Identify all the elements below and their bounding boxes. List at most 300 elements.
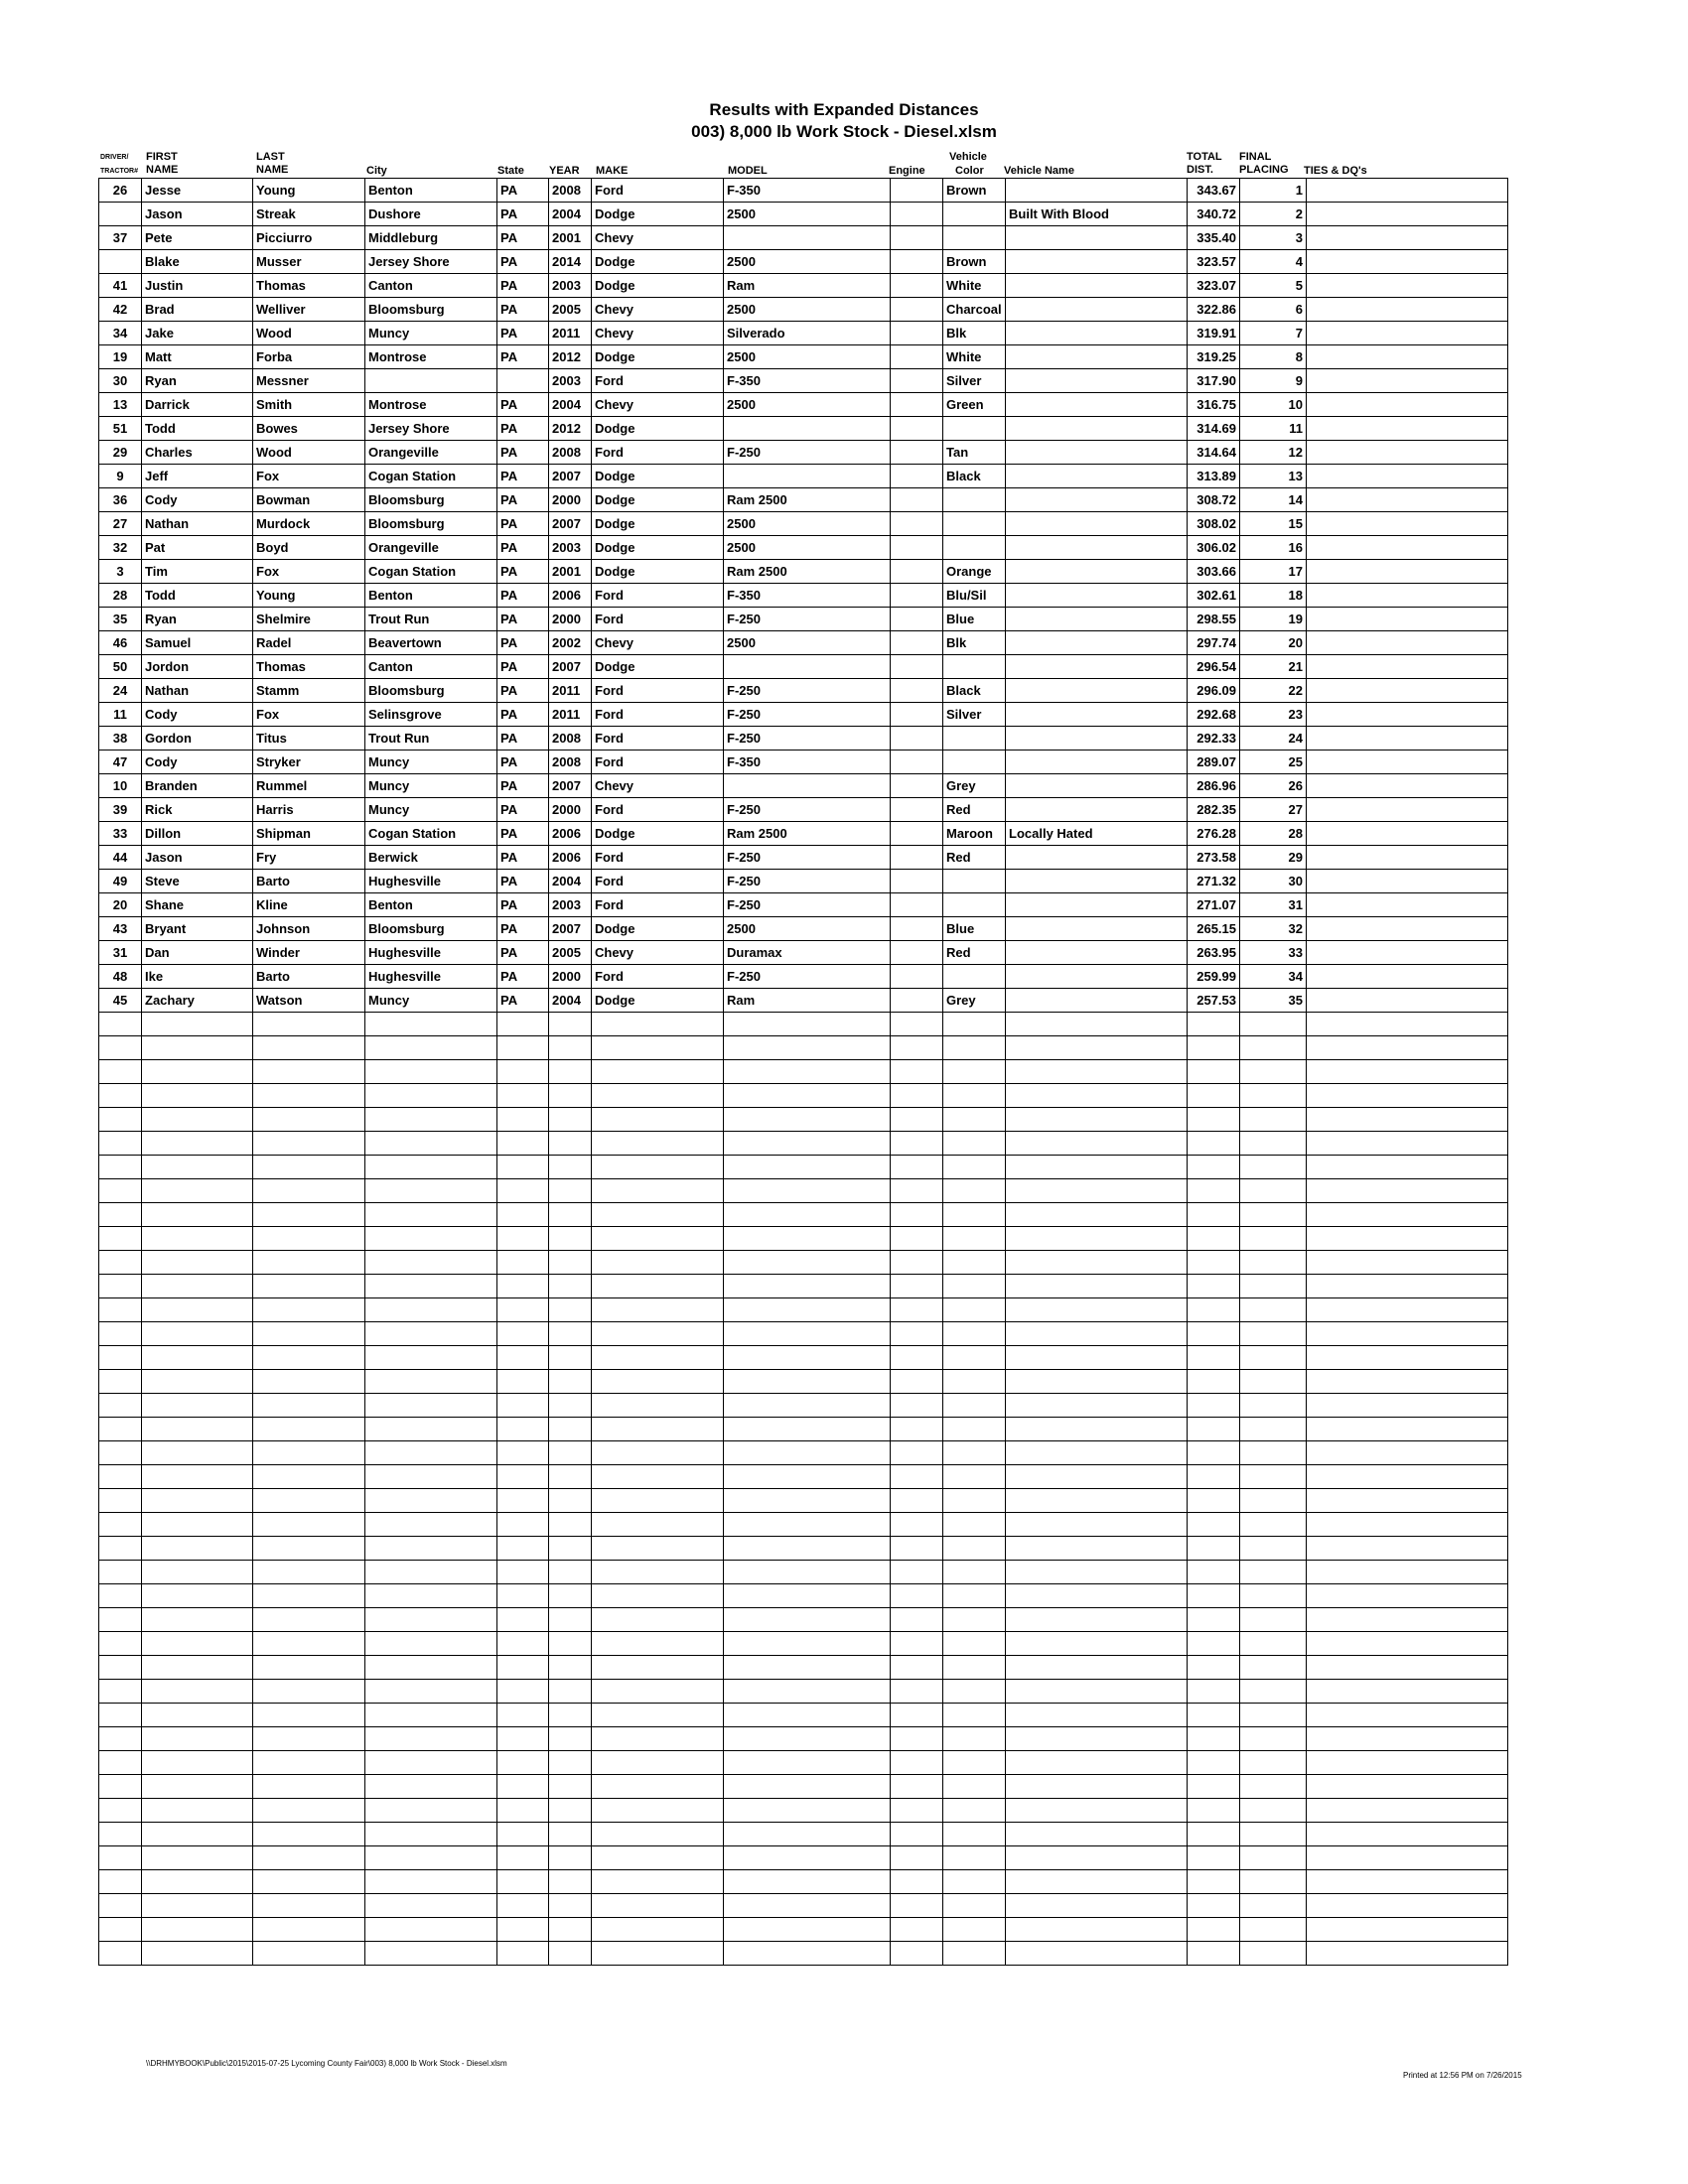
year-cell: 2004 bbox=[549, 989, 592, 1013]
city-cell bbox=[365, 1132, 497, 1156]
vehicle-name-cell bbox=[1006, 1227, 1188, 1251]
vehicle-color-cell bbox=[943, 655, 1006, 679]
table-row bbox=[99, 989, 1508, 1013]
header-driver-1: DRIVER/ bbox=[100, 154, 129, 161]
last-name-cell: Radel bbox=[253, 631, 365, 655]
first-name-cell: Cody bbox=[142, 751, 253, 774]
last-name-cell bbox=[253, 1346, 365, 1370]
total-distance-cell bbox=[1188, 1251, 1240, 1275]
first-name-cell bbox=[142, 1561, 253, 1584]
vehicle-name-cell bbox=[1006, 512, 1188, 536]
last-name-cell bbox=[253, 1918, 365, 1942]
state-cell: PA bbox=[497, 441, 549, 465]
engine-cell bbox=[891, 1894, 943, 1918]
model-cell: 2500 bbox=[724, 512, 891, 536]
vehicle-color-cell bbox=[943, 536, 1006, 560]
state-cell bbox=[497, 1561, 549, 1584]
make-cell: Chevy bbox=[592, 393, 724, 417]
first-name-cell bbox=[142, 1108, 253, 1132]
model-cell bbox=[724, 1036, 891, 1060]
make-cell bbox=[592, 1775, 724, 1799]
state-cell: PA bbox=[497, 774, 549, 798]
total-distance-cell bbox=[1188, 1775, 1240, 1799]
engine-cell bbox=[891, 1036, 943, 1060]
final-placing-cell bbox=[1240, 1799, 1307, 1823]
model-cell bbox=[724, 417, 891, 441]
last-name-cell: Streak bbox=[253, 203, 365, 226]
city-cell bbox=[365, 1846, 497, 1870]
engine-cell bbox=[891, 1441, 943, 1465]
model-cell: 2500 bbox=[724, 298, 891, 322]
city-cell: Benton bbox=[365, 893, 497, 917]
last-name-cell bbox=[253, 1060, 365, 1084]
city-cell: Hughesville bbox=[365, 941, 497, 965]
vehicle-color-cell bbox=[943, 1489, 1006, 1513]
first-name-cell: Blake bbox=[142, 250, 253, 274]
first-name-cell: Jason bbox=[142, 203, 253, 226]
vehicle-color-cell bbox=[943, 1608, 1006, 1632]
vehicle-name-cell bbox=[1006, 1132, 1188, 1156]
vehicle-color-cell bbox=[943, 1870, 1006, 1894]
ties-dqs-cell bbox=[1307, 774, 1508, 798]
final-placing-cell bbox=[1240, 1870, 1307, 1894]
total-distance-cell bbox=[1188, 1203, 1240, 1227]
table-row bbox=[99, 870, 1508, 893]
table-row bbox=[99, 512, 1508, 536]
total-distance-cell bbox=[1188, 1823, 1240, 1846]
total-distance-cell: 314.64 bbox=[1188, 441, 1240, 465]
driver-number-cell bbox=[99, 1561, 142, 1584]
model-cell: Silverado bbox=[724, 322, 891, 345]
ties-dqs-cell bbox=[1307, 798, 1508, 822]
model-cell: F-250 bbox=[724, 798, 891, 822]
final-placing-cell: 12 bbox=[1240, 441, 1307, 465]
year-cell: 2003 bbox=[549, 274, 592, 298]
city-cell: Jersey Shore bbox=[365, 417, 497, 441]
first-name-cell bbox=[142, 1823, 253, 1846]
ties-dqs-cell bbox=[1307, 1751, 1508, 1775]
vehicle-color-cell bbox=[943, 751, 1006, 774]
year-cell: 2000 bbox=[549, 965, 592, 989]
vehicle-color-cell bbox=[943, 1894, 1006, 1918]
state-cell: PA bbox=[497, 846, 549, 870]
make-cell bbox=[592, 1846, 724, 1870]
driver-number-cell: 37 bbox=[99, 226, 142, 250]
header-final-2: PLACING bbox=[1239, 164, 1289, 176]
last-name-cell: Young bbox=[253, 584, 365, 608]
state-cell: PA bbox=[497, 917, 549, 941]
state-cell bbox=[497, 1179, 549, 1203]
vehicle-name-cell bbox=[1006, 1036, 1188, 1060]
make-cell: Ford bbox=[592, 798, 724, 822]
total-distance-cell bbox=[1188, 1346, 1240, 1370]
make-cell bbox=[592, 1942, 724, 1966]
city-cell: Hughesville bbox=[365, 965, 497, 989]
last-name-cell bbox=[253, 1704, 365, 1727]
year-cell bbox=[549, 1322, 592, 1346]
city-cell: Selinsgrove bbox=[365, 703, 497, 727]
city-cell: Trout Run bbox=[365, 608, 497, 631]
ties-dqs-cell bbox=[1307, 1608, 1508, 1632]
final-placing-cell: 6 bbox=[1240, 298, 1307, 322]
final-placing-cell: 31 bbox=[1240, 893, 1307, 917]
final-placing-cell: 24 bbox=[1240, 727, 1307, 751]
make-cell bbox=[592, 1298, 724, 1322]
year-cell: 2007 bbox=[549, 774, 592, 798]
vehicle-color-cell bbox=[943, 1370, 1006, 1394]
total-distance-cell bbox=[1188, 1132, 1240, 1156]
year-cell: 2001 bbox=[549, 560, 592, 584]
final-placing-cell: 16 bbox=[1240, 536, 1307, 560]
total-distance-cell: 271.32 bbox=[1188, 870, 1240, 893]
model-cell: 2500 bbox=[724, 250, 891, 274]
total-distance-cell bbox=[1188, 1036, 1240, 1060]
table-row bbox=[99, 1584, 1508, 1608]
engine-cell bbox=[891, 1203, 943, 1227]
table-row bbox=[99, 1823, 1508, 1846]
year-cell: 2006 bbox=[549, 584, 592, 608]
first-name-cell bbox=[142, 1489, 253, 1513]
driver-number-cell: 10 bbox=[99, 774, 142, 798]
state-cell bbox=[497, 1108, 549, 1132]
table-row bbox=[99, 1561, 1508, 1584]
ties-dqs-cell bbox=[1307, 1156, 1508, 1179]
year-cell bbox=[549, 1942, 592, 1966]
year-cell bbox=[549, 1751, 592, 1775]
make-cell: Ford bbox=[592, 846, 724, 870]
driver-number-cell bbox=[99, 1441, 142, 1465]
model-cell bbox=[724, 1108, 891, 1132]
vehicle-color-cell bbox=[943, 1846, 1006, 1870]
state-cell: PA bbox=[497, 870, 549, 893]
year-cell bbox=[549, 1537, 592, 1561]
vehicle-name-cell bbox=[1006, 560, 1188, 584]
state-cell bbox=[497, 1346, 549, 1370]
ties-dqs-cell bbox=[1307, 1370, 1508, 1394]
year-cell: 2011 bbox=[549, 322, 592, 345]
state-cell: PA bbox=[497, 345, 549, 369]
total-distance-cell: 298.55 bbox=[1188, 608, 1240, 631]
last-name-cell: Titus bbox=[253, 727, 365, 751]
model-cell bbox=[724, 1704, 891, 1727]
total-distance-cell bbox=[1188, 1179, 1240, 1203]
first-name-cell bbox=[142, 1251, 253, 1275]
make-cell bbox=[592, 1608, 724, 1632]
first-name-cell bbox=[142, 1370, 253, 1394]
make-cell bbox=[592, 1322, 724, 1346]
vehicle-color-cell bbox=[943, 488, 1006, 512]
driver-number-cell bbox=[99, 1394, 142, 1418]
total-distance-cell bbox=[1188, 1465, 1240, 1489]
year-cell bbox=[549, 1727, 592, 1751]
page-subtitle: 003) 8,000 lb Work Stock - Diesel.xlsm bbox=[691, 122, 997, 141]
table-row bbox=[99, 322, 1508, 345]
last-name-cell bbox=[253, 1322, 365, 1346]
city-cell bbox=[365, 1156, 497, 1179]
make-cell bbox=[592, 1704, 724, 1727]
last-name-cell: Watson bbox=[253, 989, 365, 1013]
year-cell: 2004 bbox=[549, 203, 592, 226]
ties-dqs-cell bbox=[1307, 179, 1508, 203]
engine-cell bbox=[891, 560, 943, 584]
vehicle-color-cell bbox=[943, 1251, 1006, 1275]
final-placing-cell bbox=[1240, 1084, 1307, 1108]
model-cell: 2500 bbox=[724, 203, 891, 226]
year-cell: 2000 bbox=[549, 798, 592, 822]
make-cell: Dodge bbox=[592, 488, 724, 512]
year-cell: 2008 bbox=[549, 727, 592, 751]
engine-cell bbox=[891, 1227, 943, 1251]
table-row bbox=[99, 1132, 1508, 1156]
vehicle-color-cell bbox=[943, 965, 1006, 989]
vehicle-color-cell bbox=[943, 1680, 1006, 1704]
ties-dqs-cell bbox=[1307, 941, 1508, 965]
last-name-cell: Johnson bbox=[253, 917, 365, 941]
make-cell bbox=[592, 1084, 724, 1108]
city-cell bbox=[365, 1370, 497, 1394]
model-cell: Duramax bbox=[724, 941, 891, 965]
city-cell bbox=[365, 1060, 497, 1084]
first-name-cell bbox=[142, 1322, 253, 1346]
engine-cell bbox=[891, 1632, 943, 1656]
model-cell: Ram bbox=[724, 989, 891, 1013]
vehicle-color-cell: Grey bbox=[943, 989, 1006, 1013]
year-cell bbox=[549, 1298, 592, 1322]
total-distance-cell bbox=[1188, 1418, 1240, 1441]
total-distance-cell bbox=[1188, 1513, 1240, 1537]
last-name-cell bbox=[253, 1799, 365, 1823]
make-cell: Ford bbox=[592, 727, 724, 751]
ties-dqs-cell bbox=[1307, 1394, 1508, 1418]
total-distance-cell: 343.67 bbox=[1188, 179, 1240, 203]
first-name-cell: Gordon bbox=[142, 727, 253, 751]
city-cell bbox=[365, 1632, 497, 1656]
city-cell: Orangeville bbox=[365, 441, 497, 465]
vehicle-name-cell bbox=[1006, 631, 1188, 655]
final-placing-cell: 28 bbox=[1240, 822, 1307, 846]
engine-cell bbox=[891, 1370, 943, 1394]
state-cell bbox=[497, 1013, 549, 1036]
final-placing-cell: 34 bbox=[1240, 965, 1307, 989]
driver-number-cell bbox=[99, 1799, 142, 1823]
year-cell: 2005 bbox=[549, 298, 592, 322]
city-cell: Hughesville bbox=[365, 870, 497, 893]
total-distance-cell: 314.69 bbox=[1188, 417, 1240, 441]
model-cell: F-250 bbox=[724, 870, 891, 893]
table-row bbox=[99, 298, 1508, 322]
last-name-cell: Forba bbox=[253, 345, 365, 369]
vehicle-color-cell bbox=[943, 1632, 1006, 1656]
state-cell bbox=[497, 1036, 549, 1060]
first-name-cell bbox=[142, 1584, 253, 1608]
vehicle-color-cell: Blue bbox=[943, 917, 1006, 941]
driver-number-cell bbox=[99, 1227, 142, 1251]
engine-cell bbox=[891, 1704, 943, 1727]
vehicle-name-cell bbox=[1006, 1942, 1188, 1966]
make-cell bbox=[592, 1418, 724, 1441]
make-cell: Dodge bbox=[592, 465, 724, 488]
driver-number-cell bbox=[99, 1346, 142, 1370]
city-cell bbox=[365, 1275, 497, 1298]
city-cell bbox=[365, 1942, 497, 1966]
vehicle-name-cell bbox=[1006, 1441, 1188, 1465]
vehicle-name-cell bbox=[1006, 1346, 1188, 1370]
first-name-cell: Justin bbox=[142, 274, 253, 298]
first-name-cell bbox=[142, 1870, 253, 1894]
city-cell bbox=[365, 1227, 497, 1251]
vehicle-color-cell bbox=[943, 1918, 1006, 1942]
driver-number-cell: 9 bbox=[99, 465, 142, 488]
model-cell bbox=[724, 1441, 891, 1465]
final-placing-cell bbox=[1240, 1823, 1307, 1846]
city-cell bbox=[365, 1203, 497, 1227]
final-placing-cell bbox=[1240, 1894, 1307, 1918]
year-cell bbox=[549, 1704, 592, 1727]
table-row bbox=[99, 893, 1508, 917]
year-cell: 2011 bbox=[549, 703, 592, 727]
city-cell bbox=[365, 1894, 497, 1918]
make-cell bbox=[592, 1203, 724, 1227]
final-placing-cell bbox=[1240, 1156, 1307, 1179]
year-cell bbox=[549, 1823, 592, 1846]
state-cell bbox=[497, 1632, 549, 1656]
header-ties: TIES & DQ's bbox=[1304, 165, 1367, 177]
make-cell: Ford bbox=[592, 870, 724, 893]
model-cell bbox=[724, 1132, 891, 1156]
state-cell bbox=[497, 1870, 549, 1894]
table-row bbox=[99, 1751, 1508, 1775]
make-cell bbox=[592, 1036, 724, 1060]
vehicle-color-cell bbox=[943, 1513, 1006, 1537]
vehicle-name-cell bbox=[1006, 1370, 1188, 1394]
total-distance-cell bbox=[1188, 1846, 1240, 1870]
model-cell: F-250 bbox=[724, 703, 891, 727]
first-name-cell: Jesse bbox=[142, 179, 253, 203]
year-cell bbox=[549, 1870, 592, 1894]
year-cell bbox=[549, 1251, 592, 1275]
final-placing-cell bbox=[1240, 1489, 1307, 1513]
vehicle-name-cell bbox=[1006, 1418, 1188, 1441]
table-row bbox=[99, 631, 1508, 655]
engine-cell bbox=[891, 512, 943, 536]
vehicle-name-cell bbox=[1006, 1060, 1188, 1084]
driver-number-cell bbox=[99, 1203, 142, 1227]
vehicle-color-cell: White bbox=[943, 345, 1006, 369]
first-name-cell: Shane bbox=[142, 893, 253, 917]
vehicle-color-cell: White bbox=[943, 274, 1006, 298]
final-placing-cell: 15 bbox=[1240, 512, 1307, 536]
table-row bbox=[99, 1322, 1508, 1346]
ties-dqs-cell bbox=[1307, 1775, 1508, 1799]
city-cell: Bloomsburg bbox=[365, 917, 497, 941]
make-cell: Ford bbox=[592, 584, 724, 608]
driver-number-cell bbox=[99, 1060, 142, 1084]
driver-number-cell: 26 bbox=[99, 179, 142, 203]
final-placing-cell: 19 bbox=[1240, 608, 1307, 631]
table-row bbox=[99, 1727, 1508, 1751]
vehicle-color-cell: Red bbox=[943, 846, 1006, 870]
city-cell bbox=[365, 1418, 497, 1441]
engine-cell bbox=[891, 274, 943, 298]
header-last-1: LAST bbox=[256, 151, 285, 163]
engine-cell bbox=[891, 1489, 943, 1513]
driver-number-cell: 38 bbox=[99, 727, 142, 751]
vehicle-name-cell bbox=[1006, 1608, 1188, 1632]
first-name-cell bbox=[142, 1179, 253, 1203]
ties-dqs-cell bbox=[1307, 1036, 1508, 1060]
final-placing-cell bbox=[1240, 1751, 1307, 1775]
engine-cell bbox=[891, 1394, 943, 1418]
first-name-cell: Darrick bbox=[142, 393, 253, 417]
final-placing-cell bbox=[1240, 1346, 1307, 1370]
first-name-cell bbox=[142, 1036, 253, 1060]
state-cell bbox=[497, 1275, 549, 1298]
total-distance-cell: 273.58 bbox=[1188, 846, 1240, 870]
header-total-2: DIST. bbox=[1187, 164, 1213, 176]
engine-cell bbox=[891, 584, 943, 608]
final-placing-cell bbox=[1240, 1060, 1307, 1084]
vehicle-color-cell bbox=[943, 1298, 1006, 1322]
last-name-cell: Boyd bbox=[253, 536, 365, 560]
year-cell bbox=[549, 1013, 592, 1036]
driver-number-cell bbox=[99, 1013, 142, 1036]
vehicle-color-cell bbox=[943, 727, 1006, 751]
state-cell: PA bbox=[497, 965, 549, 989]
state-cell: PA bbox=[497, 941, 549, 965]
vehicle-name-cell bbox=[1006, 1870, 1188, 1894]
make-cell: Ford bbox=[592, 751, 724, 774]
table-row bbox=[99, 1870, 1508, 1894]
ties-dqs-cell bbox=[1307, 1656, 1508, 1680]
final-placing-cell bbox=[1240, 1680, 1307, 1704]
ties-dqs-cell bbox=[1307, 1561, 1508, 1584]
last-name-cell: Bowman bbox=[253, 488, 365, 512]
ties-dqs-cell bbox=[1307, 1013, 1508, 1036]
year-cell bbox=[549, 1132, 592, 1156]
driver-number-cell bbox=[99, 1251, 142, 1275]
year-cell: 2007 bbox=[549, 655, 592, 679]
table-row bbox=[99, 1537, 1508, 1561]
vehicle-color-cell bbox=[943, 1751, 1006, 1775]
final-placing-cell bbox=[1240, 1370, 1307, 1394]
first-name-cell: Nathan bbox=[142, 512, 253, 536]
total-distance-cell bbox=[1188, 1156, 1240, 1179]
city-cell: Bloomsburg bbox=[365, 512, 497, 536]
driver-number-cell bbox=[99, 1465, 142, 1489]
engine-cell bbox=[891, 1942, 943, 1966]
vehicle-name-cell bbox=[1006, 1489, 1188, 1513]
table-row bbox=[99, 822, 1508, 846]
model-cell bbox=[724, 1298, 891, 1322]
driver-number-cell: 49 bbox=[99, 870, 142, 893]
state-cell: PA bbox=[497, 584, 549, 608]
vehicle-name-cell bbox=[1006, 274, 1188, 298]
state-cell bbox=[497, 1156, 549, 1179]
year-cell bbox=[549, 1441, 592, 1465]
vehicle-color-cell bbox=[943, 1561, 1006, 1584]
city-cell: Canton bbox=[365, 274, 497, 298]
make-cell: Ford bbox=[592, 703, 724, 727]
vehicle-name-cell bbox=[1006, 1751, 1188, 1775]
table-row bbox=[99, 345, 1508, 369]
first-name-cell: Ike bbox=[142, 965, 253, 989]
city-cell: Beavertown bbox=[365, 631, 497, 655]
driver-number-cell bbox=[99, 250, 142, 274]
driver-number-cell bbox=[99, 1370, 142, 1394]
state-cell bbox=[497, 1513, 549, 1537]
first-name-cell bbox=[142, 1227, 253, 1251]
vehicle-name-cell bbox=[1006, 417, 1188, 441]
